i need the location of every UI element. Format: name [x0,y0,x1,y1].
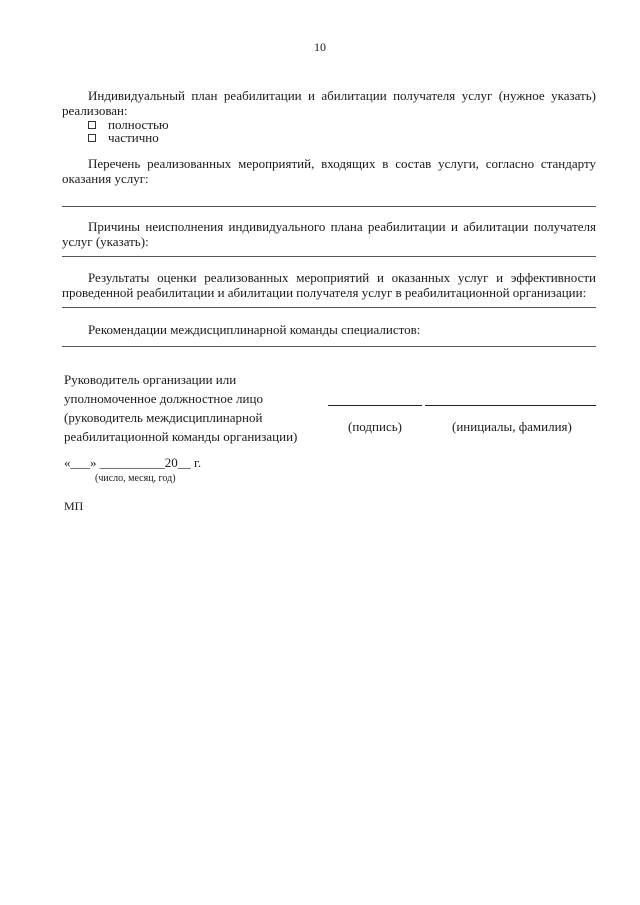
checkbox-label: частично [108,130,159,145]
page-number: 10 [314,40,326,54]
role-line: уполномоченное должностное лицо [64,391,263,406]
measures-fill-line[interactable] [62,206,596,207]
plan-section-label: Индивидуальный план реабилитации и абилитации получателя услуг (нужное указать) реализован: [62,88,596,118]
reasons-fill-line[interactable] [62,256,596,257]
reasons-section-text [62,219,596,249]
recommendations-section-text [62,322,596,337]
date-line[interactable]: «___» __________20__ г. [64,455,202,470]
plan-section-text [62,88,596,118]
signature-caption: (подпись) [348,419,402,434]
checkbox-label: полностью [108,117,169,132]
checkbox-icon[interactable] [88,121,96,129]
date-caption: (число, месяц, год) [95,473,176,484]
checkbox-option-partial[interactable] [88,130,159,145]
name-line[interactable] [425,405,596,406]
checkbox-icon[interactable] [88,134,96,142]
reasons-section-label: Причины неисполнения индивидуального плана реабилитации и абилитации получателя услуг (указать): [62,219,596,249]
measures-section-label: Перечень реализованных мероприятий, входящих в состав услуги, согласно стандарту оказания услуг: [62,156,596,186]
results-fill-line[interactable] [62,307,596,308]
recommendations-section-label: Рекомендации междисциплинарной команды специалистов: [88,322,421,337]
role-line: Руководитель организации или [64,372,237,387]
signature-role [64,370,324,446]
results-section-label: Результаты оценки реализованных мероприятий и оказанных услуг и эффективности проведенной реабилитации и абилитации получателя услуг в реабилитационной организации: [62,270,596,300]
results-section-text [62,270,596,300]
stamp-label: МП [64,499,84,513]
recommendations-fill-line[interactable] [62,346,596,347]
role-line: реабилитационной команды организации) [64,429,298,444]
measures-section-text [62,156,596,186]
name-caption: (инициалы, фамилия) [452,419,572,434]
role-line: (руководитель междисциплинарной [64,410,263,425]
signature-line[interactable] [328,405,422,406]
